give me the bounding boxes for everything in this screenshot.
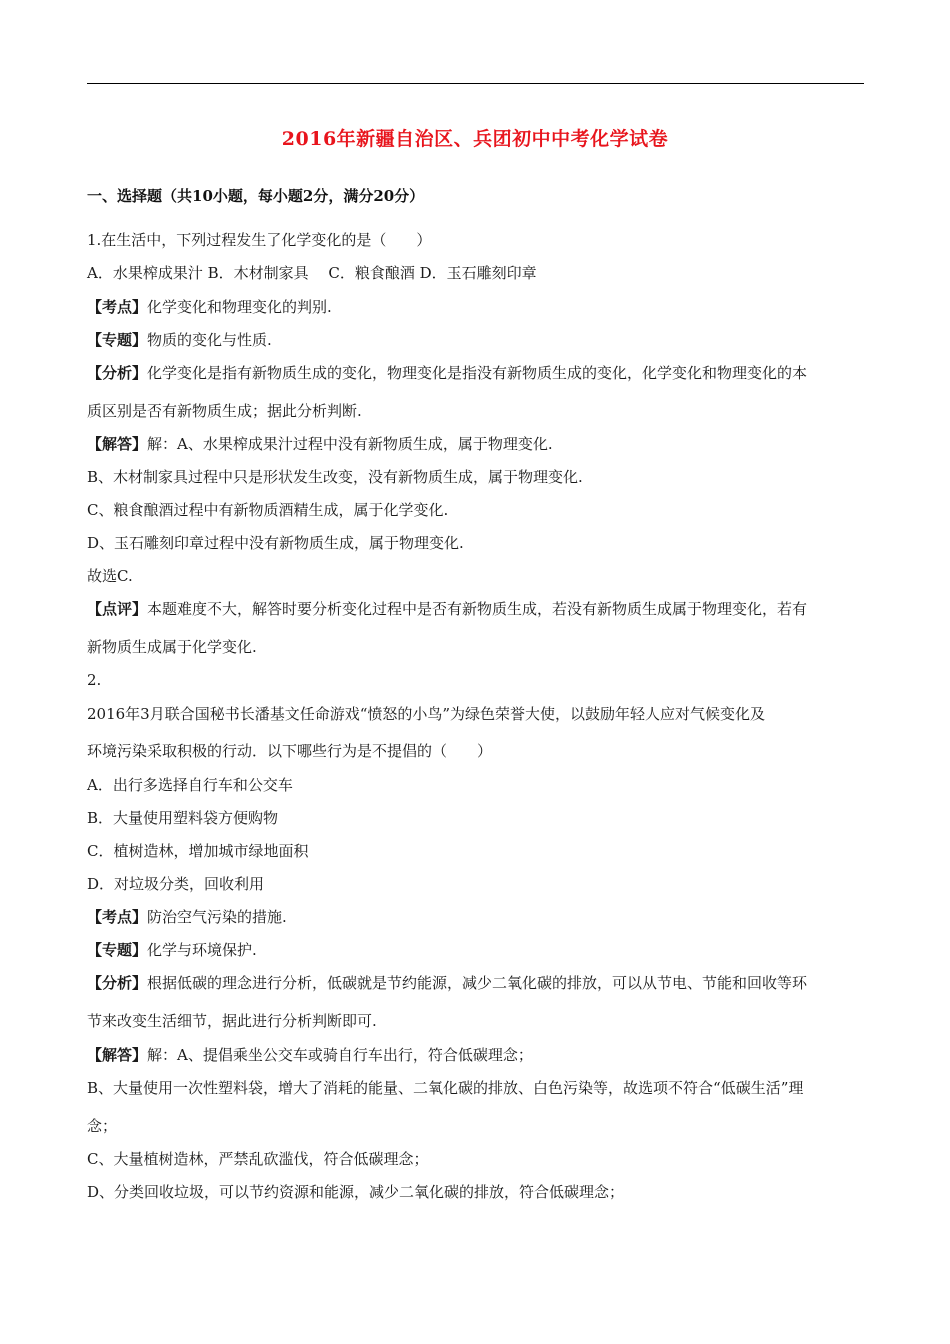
text-line: 质区别是否有新物质生成；据此分析判断. bbox=[87, 402, 362, 420]
text-line: B、大量使用一次性塑料袋，增大了消耗的能量、二氧化碳的排放、白色污染等，故选项不符合“低碳生活”理 bbox=[87, 1079, 804, 1097]
section-heading: 一、选择题（共10小题，每小题2分，满分20分） bbox=[87, 187, 425, 205]
text-line: A．水果榨成果汁 B．木材制家具 C．粮食酿酒 D．玉石雕刻印章 bbox=[87, 264, 537, 282]
page-title: 2016年新疆自治区、兵团初中中考化学试卷 bbox=[281, 128, 669, 150]
text-line: 2016年3月联合国秘书长潘基文任命游戏“愤怒的小鸟”为绿色荣誉大使，以鼓励年轻人应对气候变化及 bbox=[87, 705, 766, 723]
text-line: 【解答】解：A、提倡乘坐公交车或骑自行车出行，符合低碳理念； bbox=[87, 1046, 533, 1064]
text-line: 1.在生活中，下列过程发生了化学变化的是（ ） bbox=[87, 231, 432, 249]
text-line: 【考点】防治空气污染的措施. bbox=[87, 908, 287, 926]
text-line: C．植树造林，增加城市绿地面积 bbox=[87, 842, 309, 860]
text-line: 【分析】根据低碳的理念进行分析，低碳就是节约能源，减少二氧化碳的排放，可以从节电、节能和回收等环 bbox=[87, 974, 808, 992]
text-line: D．对垃圾分类，回收利用 bbox=[87, 875, 265, 893]
text-line: 2. bbox=[87, 671, 102, 689]
text-line: 新物质生成属于化学变化. bbox=[87, 638, 257, 656]
text-line: 节来改变生活细节，据此进行分析判断即可. bbox=[87, 1012, 377, 1030]
text-line: 【点评】本题难度不大，解答时要分析变化过程中是否有新物质生成，若没有新物质生成属于物理变化，若有 bbox=[87, 600, 808, 618]
text-line: 【分析】化学变化是指有新物质生成的变化，物理变化是指没有新物质生成的变化，化学变化和物理变化的本 bbox=[87, 364, 808, 382]
text-line: 【专题】物质的变化与性质. bbox=[87, 331, 272, 349]
text-line: 故选C. bbox=[87, 567, 133, 585]
text-line: 【考点】化学变化和物理变化的判别. bbox=[87, 298, 332, 316]
text-line: B．大量使用塑料袋方便购物 bbox=[87, 809, 279, 827]
text-line: 环境污染采取积极的行动．以下哪些行为是不提倡的（ ） bbox=[87, 742, 493, 760]
text-line: 【专题】化学与环境保护. bbox=[87, 941, 257, 959]
text-line: C、粮食酿酒过程中有新物质酒精生成，属于化学变化. bbox=[87, 501, 449, 519]
text-line: A．出行多选择自行车和公交车 bbox=[87, 776, 293, 794]
text-line: 念； bbox=[87, 1117, 118, 1135]
text-line: 【解答】解：A、水果榨成果汁过程中没有新物质生成，属于物理变化. bbox=[87, 435, 553, 453]
text-line: D、分类回收垃圾，可以节约资源和能源，减少二氧化碳的排放，符合低碳理念； bbox=[87, 1183, 625, 1201]
text-line: D、玉石雕刻印章过程中没有新物质生成，属于物理变化. bbox=[87, 534, 464, 552]
header-rule bbox=[87, 83, 864, 84]
text-line: C、大量植树造林，严禁乱砍滥伐，符合低碳理念； bbox=[87, 1150, 429, 1168]
text-line: B、木材制家具过程中只是形状发生改变，没有新物质生成，属于物理变化. bbox=[87, 468, 583, 486]
